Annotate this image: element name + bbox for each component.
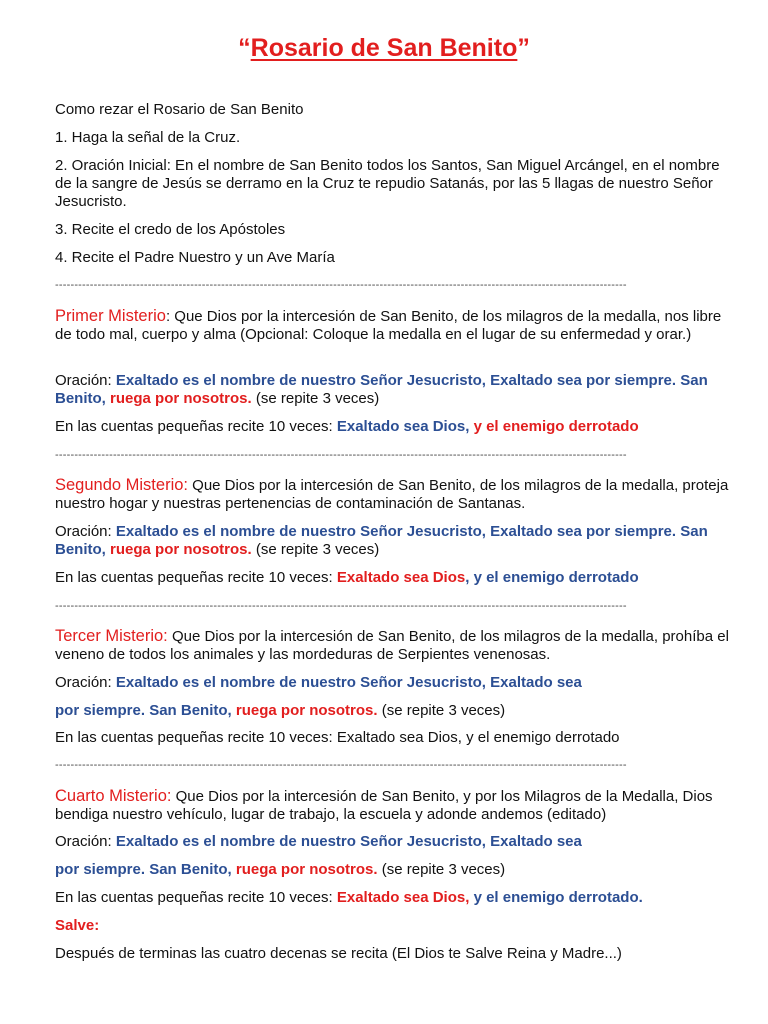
cuentas-label: En las cuentas pequeñas recite 10 veces: xyxy=(55,418,337,435)
oracion-repite: (se repite 3 veces) xyxy=(251,541,380,558)
oracion-comma: , xyxy=(101,541,106,558)
page-title xyxy=(0,33,768,63)
misterio-4-paragraph xyxy=(55,787,735,824)
misterio-2-paragraph xyxy=(55,476,735,513)
oracion-exaltado: Exaltado es el nombre de nuestro Señor Jesucristo, Exaltado sea xyxy=(115,833,582,850)
cuentas-label: En las cuentas pequeñas recite 10 veces: xyxy=(55,569,337,586)
title-open-quote: “ xyxy=(238,34,251,62)
intro-heading: Como rezar el Rosario de San Benito xyxy=(55,101,304,118)
oracion-ruega: ruega por nosotros. xyxy=(105,541,252,558)
cuentas-exaltado-dios: Exaltado sea Dios xyxy=(336,889,466,906)
salve-label xyxy=(55,917,735,935)
oracion-comma: , xyxy=(227,702,232,719)
cuentas-enemigo: y el enemigo derrotado xyxy=(469,569,639,586)
salve-label-text: Salve: xyxy=(55,917,100,934)
misterio-4-label: Cuarto Misterio: xyxy=(55,787,172,805)
misterio-1-cuentas xyxy=(55,418,735,436)
misterio-2-label: Segundo Misterio: xyxy=(55,476,188,494)
misterio-4-cuentas xyxy=(55,889,735,907)
misterio-3-cuentas: En las cuentas pequeñas recite 10 veces: Exaltado sea Dios, y el enemigo derrotado xyxy=(55,729,620,746)
cuentas-enemigo: y el enemigo derrotado xyxy=(469,418,639,435)
cuentas-comma: , xyxy=(465,569,470,586)
oracion-label: Oración: xyxy=(55,372,116,389)
oracion-ruega: ruega por nosotros. xyxy=(231,702,378,719)
misterio-3-label: Tercer Misterio: xyxy=(55,627,168,645)
title-close-quote: ” xyxy=(517,34,530,62)
oracion-label: Oración: xyxy=(55,674,116,691)
intro-step-2: 2. Oración Inicial: En el nombre de San Benito todos los Santos, San Miguel Arcángel, en el nombre de la sangre de Jesús se derramo en la Cruz te repudio Satanás, por las 5 llagas de nuestro Señor Jesucristo. xyxy=(55,157,720,210)
oracion-exaltado: Exaltado es el nombre de nuestro Señor Jesucristo, Exaltado sea xyxy=(115,674,582,691)
oracion-label: Oración: xyxy=(55,833,116,850)
oracion-repite: (se repite 3 veces) xyxy=(377,702,506,719)
misterio-4-oracion-cont xyxy=(55,861,735,879)
misterio-1-label: Primer Misterio xyxy=(55,307,166,325)
misterio-3-oracion-cont xyxy=(55,702,735,720)
separator: ---------------------------------------------------------------------------------------------------------------------------------------------------- xyxy=(55,279,627,291)
oracion-repite: (se repite 3 veces) xyxy=(251,390,380,407)
misterio-4-oracion xyxy=(55,833,735,851)
cuentas-enemigo: y el enemigo derrotado. xyxy=(469,889,643,906)
oracion-repite: (se repite 3 veces) xyxy=(377,861,506,878)
misterio-3-text: Que Dios por la intercesión de San Benito, de los milagros de la medalla, prohíba el veneno de todos los animales y las mordeduras de Serpientes venenosas. xyxy=(55,628,729,663)
oracion-comma: , xyxy=(227,861,232,878)
intro-step-4: 4. Recite el Padre Nuestro y un Ave María xyxy=(55,249,335,266)
cuentas-label: En las cuentas pequeñas recite 10 veces: xyxy=(55,889,337,906)
oracion-por-siempre: por siempre. San Benito xyxy=(55,861,228,878)
cuentas-exaltado-dios: Exaltado sea Dios xyxy=(336,569,466,586)
separator: ---------------------------------------------------------------------------------------------------------------------------------------------------- xyxy=(55,600,627,612)
oracion-ruega: ruega por nosotros. xyxy=(105,390,252,407)
cuentas-comma: , xyxy=(465,889,470,906)
salve-text: Después de terminas las cuatro decenas se recita (El Dios te Salve Reina y Madre...) xyxy=(55,945,622,962)
misterio-2-oracion xyxy=(55,523,735,559)
misterio-2-cuentas xyxy=(55,569,735,587)
cuentas-comma: , xyxy=(465,418,470,435)
oracion-exaltado: Exaltado es el nombre de nuestro Señor Jesucristo, Exaltado sea por siempre. San Benito xyxy=(55,372,708,407)
oracion-comma: , xyxy=(101,390,106,407)
misterio-3-oracion xyxy=(55,674,735,692)
separator: ---------------------------------------------------------------------------------------------------------------------------------------------------- xyxy=(55,449,627,461)
title-text: Rosario de San Benito xyxy=(250,34,518,62)
oracion-por-siempre: por siempre. San Benito xyxy=(55,702,228,719)
cuentas-exaltado-dios: Exaltado sea Dios xyxy=(336,418,466,435)
misterio-3-paragraph xyxy=(55,627,735,664)
intro-step-3: 3. Recite el credo de los Apóstoles xyxy=(55,221,286,238)
separator: ---------------------------------------------------------------------------------------------------------------------------------------------------- xyxy=(55,759,627,771)
oracion-ruega: ruega por nosotros. xyxy=(231,861,378,878)
misterio-1-paragraph xyxy=(55,307,735,344)
misterio-1-text: : Que Dios por la intercesión de San Benito, de los milagros de la medalla, nos libre de todo mal, cuerpo y alma (Opcional: Coloque la medalla en el lugar de su enfermedad y orar.) xyxy=(55,308,722,343)
misterio-4-text: Que Dios por la intercesión de San Benito, y por los Milagros de la Medalla, Dios bendiga nuestro vehículo, lugar de trabajo, la escuela y adonde andemos (editado) xyxy=(55,788,713,823)
misterio-1-oracion xyxy=(55,372,735,408)
oracion-exaltado: Exaltado es el nombre de nuestro Señor Jesucristo, Exaltado sea por siempre. San Benito xyxy=(55,523,708,558)
misterio-2-text: Que Dios por la intercesión de San Benito, de los milagros de la medalla, proteja nuestro hogar y nuestras pertenencias de contaminación de Santanas. xyxy=(55,477,729,512)
intro-step-1: 1. Haga la señal de la Cruz. xyxy=(55,129,241,146)
oracion-label: Oración: xyxy=(55,523,116,540)
